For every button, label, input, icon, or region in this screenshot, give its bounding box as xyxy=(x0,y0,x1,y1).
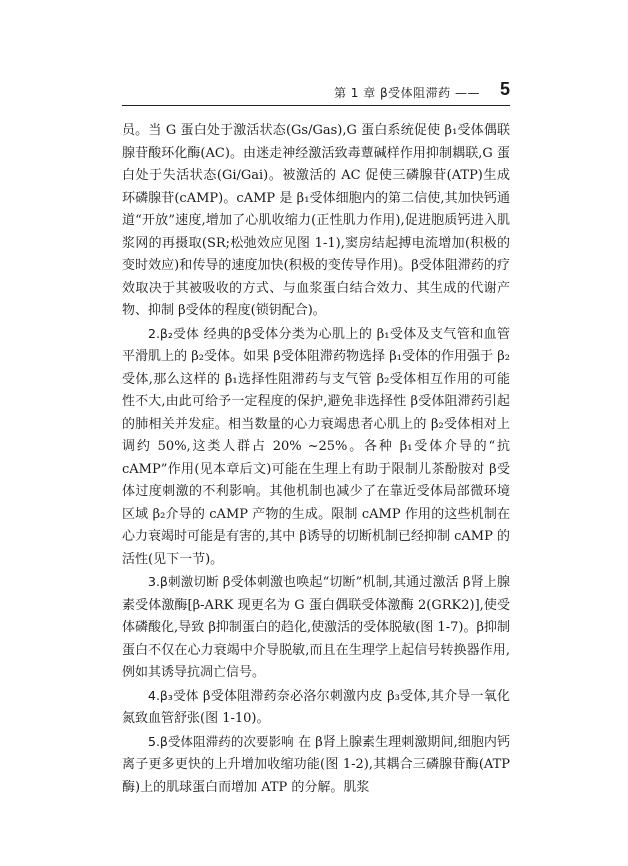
running-header xyxy=(122,79,510,106)
paragraph-heading: 2.β₂受体 xyxy=(148,325,200,341)
paragraph-heading: 5.β受体阻滞药的次要影响 xyxy=(148,733,294,749)
paragraph xyxy=(122,323,510,572)
paragraph-text: β受体刺激也唤起“切断”机制,其通过激活 β肾上腺素受体激酶[β-ARK 现更名为 G 蛋白偶联受体激酶 2(GRK2)],使受体磷酸化,导致 β抑制蛋白的趋化,使激活的受体脱敏(图 1-7)。β抑制蛋白不仅在心力衰竭中介导脱敏,而且在生理学上起信号转换器作用,例如其诱导抗凋亡信号。 xyxy=(122,575,510,680)
paragraph-text: 员。当 G 蛋白处于激活状态(Gs/Gas),G 蛋白系统促使 β₁受体偶联腺苷酸环化酶(AC)。由迷走神经激活致毒蕈碱样作用抑制耦联,G 蛋白处于失活状态(Gi/Gai)。被激活的 AC 促使三磷腺苷(ATP)生成环磷腺苷(cAMP)。cAMP 是 β₁受体细胞内的第二信使,其加快钙通道“开放”速度,增加了心肌收缩力(正性肌力作用),促进胞质钙进入肌浆网的再摄取(SR;松弛效应见图 1-1),窦房结起搏电流增加(积极的变时效应)和传导的速度加快(积极的变传导作用)。β受体阻滞药的疗效取决于其被吸收的方式、与血浆蛋白结合效力、其生成的代谢产物、抑制 β受体的程度(锁钥配合)。 xyxy=(122,123,510,318)
page-number: 5 xyxy=(499,79,510,99)
chapter-title: 第 1 章 β受体阻滞药 —— xyxy=(333,86,480,100)
paragraph-text: β受体阻滞药奈必洛尔刺激内皮 β₃受体,其介导一氧化氮致血管舒张(图 1-10)。 xyxy=(122,688,510,726)
body-text xyxy=(122,120,510,799)
paragraph xyxy=(122,685,510,731)
paragraph-text: 在 β肾上腺素生理刺激期间,细胞内钙离子更多更快的上升增加收缩功能(图 1-2),其耦合三磷腺苷酶(ATP 酶)上的肌球蛋白而增加 ATP 的分解。肌浆 xyxy=(122,734,510,795)
paragraph-heading: 3.β刺激切断 xyxy=(148,574,219,589)
paragraph xyxy=(122,731,510,800)
paragraph xyxy=(122,120,510,323)
paragraph xyxy=(122,571,510,685)
paragraph-text: 经典的β受体分类为心肌上的 β₁受体及支气管和血管平滑肌上的 β₂受体。如果 β受体阻滞药物选择 β₁受体的作用强于 β₂受体,那么这样的 β₁选择性阻滞药与支气管 β₂受体相互作用的可能性不大,由此可给予一定程度的保护,避免非选择性 β受体阻滞药引起的肺相关并发症。相当数量的心力衰竭患者心肌上的 β₂受体相对上调约 50%,这类人群占 20% ~25%。各种 β₁受体介导的“抗 cAMP”作用(见本章后文)可能在生理上有助于限制儿茶酚胺对 β受体过度刺激的不利影响。其他机制也减少了在靠近受体局部微环境区域 β₂介导的 cAMP 产物的生成。限制 cAMP 作用的这些机制在心力衰竭时可能是有害的,其中 β诱导的切断机制已经抑制 cAMP 的活性(见下一节)。 xyxy=(122,326,510,567)
paragraph-heading: 4.β₃受体 xyxy=(148,687,199,703)
